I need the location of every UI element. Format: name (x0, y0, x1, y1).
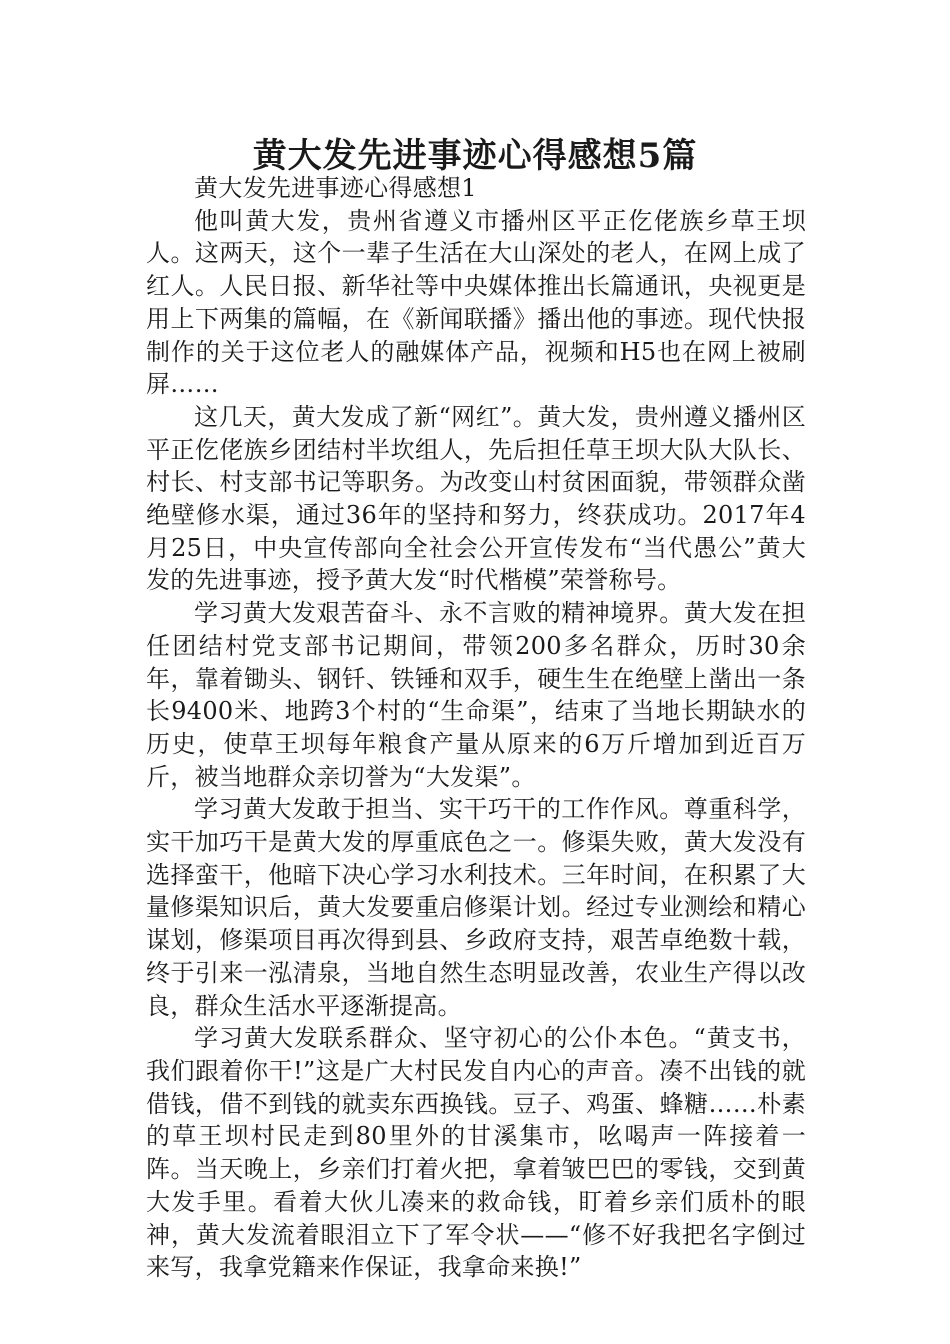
document-title: 黄大发先进事迹心得感想5篇 (252, 136, 698, 176)
paragraph: 学习黄大发敢于担当、实干巧干的工作作风。尊重科学，实干加巧干是黄大发的厚重底色之一。修渠失败，黄大发没有选择蛮干，他暗下决心学习水利技术。三年时间，在积累了大量修渠知识后，黄大发要重启修渠计划。经过专业测绘和精心谋划，修渠项目再次得到县、乡政府支持，艰苦卓绝数十载，终于引来一泓清泉，当地自然生态明显改善，农业生产得以改良，群众生活水平逐渐提高。 (146, 795, 806, 1020)
section-heading: 黄大发先进事迹心得感想1 (194, 174, 477, 202)
paragraph: 学习黄大发联系群众、坚守初心的公仆本色。“黄支书，我们跟着你干!”这是广大村民发自内心的声音。凑不出钱的就借钱，借不到钱的就卖东西换钱。豆子、鸡蛋、蜂糖……朴素的草王坝村民走到80里外的甘溪集市，吆喝声一阵接着一阵。当天晚上，乡亲们打着火把，拿着皱巴巴的零钱，交到黄大发手里。看着大伙儿凑来的救命钱，盯着乡亲们质朴的眼神，黄大发流着眼泪立下了军令状——“修不好我把名字倒过来写，我拿党籍来作保证，我拿命来换!” (146, 1024, 806, 1282)
paragraph: 他叫黄大发，贵州省遵义市播州区平正仡佬族乡草王坝人。这两天，这个一辈子生活在大山深处的老人，在网上成了红人。人民日报、新华社等中央媒体推出长篇通讯，央视更是用上下两集的篇幅，在《新闻联播》播出他的事迹。现代快报制作的关于这位老人的融媒体产品，视频和H5也在网上被刷屏…… (146, 206, 806, 399)
paragraph: 学习黄大发艰苦奋斗、永不言败的精神境界。黄大发在担任团结村党支部书记期间，带领200多名群众，历时30余年，靠着锄头、钢钎、铁锤和双手，硬生生在绝壁上凿出一条长9400米、地跨3个村的“生命渠”，结束了当地长期缺水的历史，使草王坝每年粮食产量从原来的6万斤增加到近百万斤，被当地群众亲切誉为“大发渠”。 (146, 599, 806, 791)
paragraph: 这几天，黄大发成了新“网红”。黄大发，贵州遵义播州区平正仡佬族乡团结村半坎组人，先后担任草王坝大队大队长、村长、村支部书记等职务。为改变山村贫困面貌，带领群众凿绝壁修水渠，通过36年的坚持和努力，终获成功。2017年4月25日，中央宣传部向全社会公开宣传发布“当代愚公”黄大发的先进事迹，授予黄大发“时代楷模”荣誉称号。 (146, 402, 806, 595)
document-body (146, 172, 806, 1284)
